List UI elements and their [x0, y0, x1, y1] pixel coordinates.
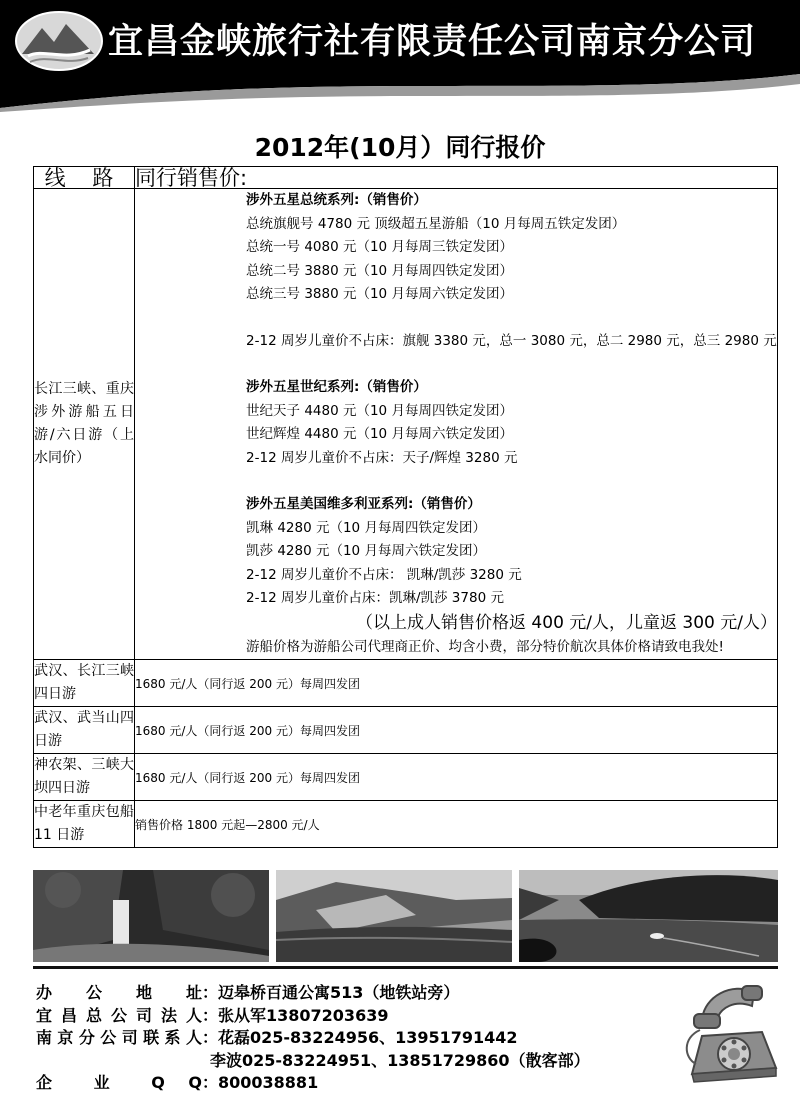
price-cell: 1680 元/人（同行返 200 元）每周四发团: [135, 707, 778, 754]
price-table: [33, 166, 778, 848]
route-cell: 武汉、长江三峡四日游: [34, 660, 135, 707]
price-line: 世纪辉煌 4480 元（10 月每周六铁定发团）: [246, 426, 513, 442]
route-cell: 神农架、三峡大坝四日游: [34, 754, 135, 801]
price-line: 凯莎 4280 元（10 月每周六铁定发团）: [246, 543, 486, 559]
price-line: 2-12 周岁儿童价占床：凯琳/凯莎 3780 元: [246, 590, 504, 606]
price-line: 2-12 周岁儿童价不占床：天子/辉煌 3280 元: [246, 449, 518, 466]
route-cell: 武汉、武当山四日游: [34, 707, 135, 754]
price-line: 世纪天子 4480 元（10 月每周四铁定发团）: [246, 402, 513, 419]
price-cell: 1680 元/人（同行返 200 元）每周四发团: [135, 660, 778, 707]
table-row-main: [34, 189, 778, 660]
river-image: [519, 870, 778, 962]
price-line: 总统三号 3880 元（10 月每周六铁定发团）: [246, 286, 513, 302]
qq-value: ：800038881: [202, 1073, 319, 1092]
address-label: 办 公 地 址: [36, 983, 202, 1002]
footer-note: 游船价格为游船公司代理商正价、均含小费，部分特价航次具体价格请致电我处!: [246, 638, 724, 655]
divider-rule: [33, 966, 778, 969]
price-line: 总统二号 3880 元（10 月每周四铁定发团）: [246, 262, 513, 279]
route-cell-cruise: 长江三峡、重庆涉外游船五日游/六日游（上水同价）: [34, 189, 135, 660]
qq-label: 企 业 Q Q: [36, 1073, 202, 1092]
price-line: 总统旗舰号 4780 元 顶级超五星游船（10 月每周五铁定发团）: [246, 215, 626, 232]
price-line: 2-12 周岁儿童价不占床： 凯琳/凯莎 3280 元: [246, 566, 522, 583]
column-header-route: 线 路: [34, 167, 135, 189]
table-row: [34, 707, 778, 754]
price-cell: 销售价格 1800 元起—2800 元/人: [135, 801, 778, 848]
gorge-image: [276, 870, 512, 962]
legal-value: ：张从军13807203639: [202, 1005, 389, 1025]
photo-strip: [33, 870, 778, 962]
table-row: [34, 660, 778, 707]
child-price-line: 2-12 周岁儿童价不占床：旗舰 3380 元，总一 3080 元，总二 2980 元，总三 2980 元: [246, 332, 777, 349]
table-row: [34, 754, 778, 801]
header-banner: [0, 0, 800, 112]
contact-row: [36, 1027, 590, 1050]
spacer: [246, 470, 777, 493]
section-heading-presidential: 涉外五星总统系列:（销售价）: [246, 192, 427, 208]
rebate-note: （以上成人销售价格返 400 元/人，儿童返 300 元/人）: [356, 612, 777, 633]
route-cell: 中老年重庆包船 11 日游: [34, 801, 135, 848]
legal-row: [36, 1005, 590, 1028]
cruise-price-details: [135, 189, 778, 660]
section-heading-victoria: 涉外五星美国维多利亚系列:（销售价）: [246, 496, 481, 512]
table-header-row: [34, 167, 778, 189]
gorge-photo: [276, 870, 512, 962]
waterfall-image: [33, 870, 269, 962]
telephone-icon: [672, 978, 782, 1090]
spacer: [246, 353, 777, 376]
company-name: 宜昌金峡旅行社有限责任公司南京分公司: [108, 22, 757, 62]
contact-block: [36, 982, 590, 1095]
column-header-price: 同行销售价:: [135, 167, 778, 189]
company-logo-icon: [14, 10, 104, 72]
price-cell: 1680 元/人（同行返 200 元）每周四发团: [135, 754, 778, 801]
document-title: 2012年(10月）同行报价: [254, 133, 546, 162]
legal-label: 宜昌总公司法人: [36, 1005, 202, 1025]
waterfall-photo: [33, 870, 269, 962]
table-row: [34, 801, 778, 848]
contact-label: 南京分公司联系人: [36, 1028, 202, 1047]
price-line: 总统一号 4080 元（10 月每周三铁定发团）: [246, 239, 513, 255]
section-heading-century: 涉外五星世纪系列:（销售价）: [246, 379, 427, 395]
spacer: [246, 307, 777, 330]
river-photo: [519, 870, 778, 962]
contact-value-1: ：花磊025-83224956、13951791442: [202, 1028, 518, 1047]
address-value: ：迈皋桥百通公寓513（地铁站旁）: [202, 983, 460, 1002]
contact-row-2: [36, 1050, 590, 1073]
price-line: 凯琳 4280 元（10 月每周四铁定发团）: [246, 519, 486, 536]
contact-value-2: 李波025-83224951、13851729860（散客部）: [210, 1050, 590, 1070]
address-row: [36, 982, 590, 1005]
qq-row: [36, 1072, 590, 1095]
